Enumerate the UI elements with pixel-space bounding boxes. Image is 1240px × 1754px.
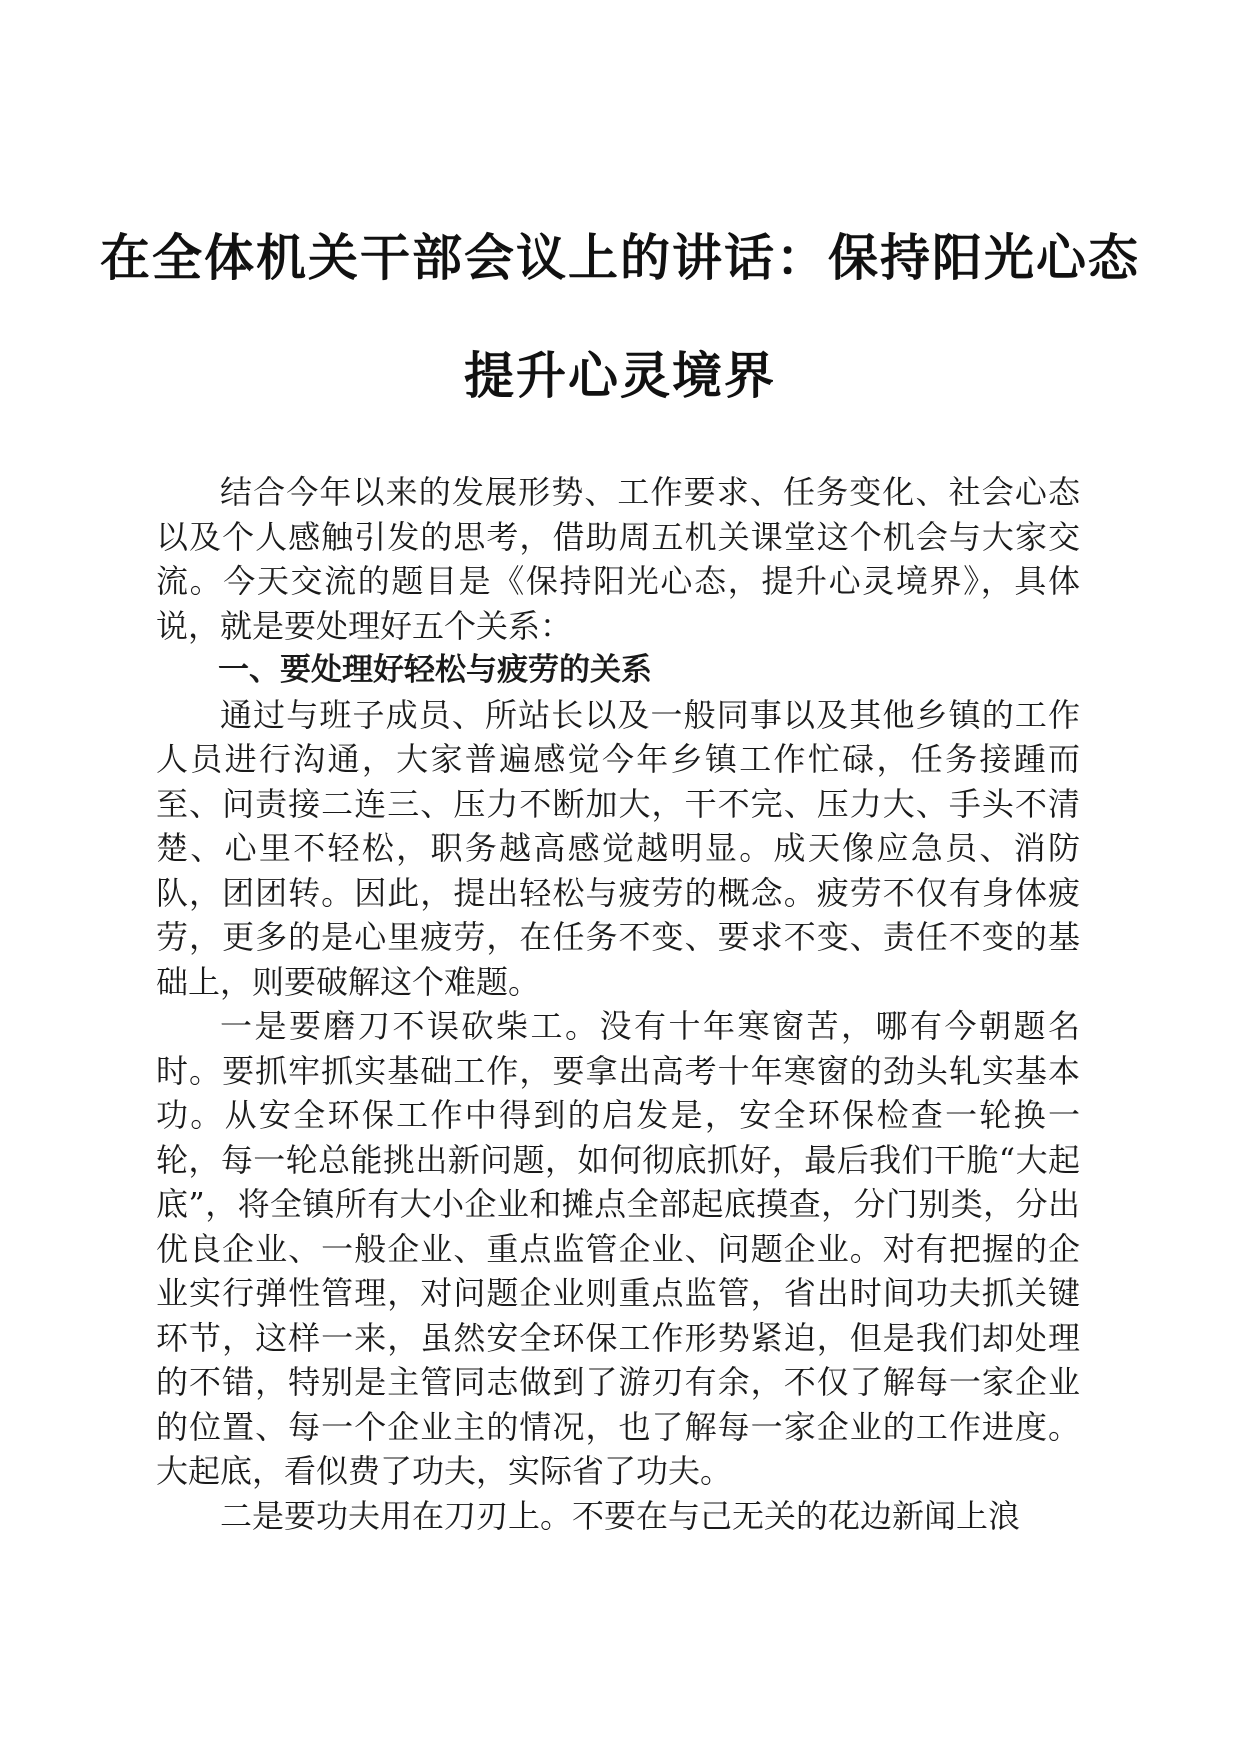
document-title-line-1: 在全体机关干部会议上的讲话：保持阳光心态 (100, 228, 1140, 287)
body-paragraph: 一是要磨刀不误砍柴工。没有十年寒窗苦，哪有今朝题名时。要抓牢抓实基础工作，要拿出高考十年寒窗的劲头轧实基本功。从安全环保工作中得到的启发是，安全环保检查一轮换一轮，每一轮总能挑出新问题，如何彻底抓好，最后我们干脆“大起底”，将全镇所有大小企业和摊点全部起底摸查，分门别类，分出优良企业、一般企业、重点监管企业、问题企业。对有把握的企业实行弹性管理，对问题企业则重点监管，省出时间功夫抓关键环节，这样一来，虽然安全环保工作形势紧迫，但是我们却处理的不错，特别是主管同志做到了游刃有余，不仅了解每一家企业的位置、每一个企业主的情况，也了解每一家企业的工作进度。大起底，看似费了功夫，实际省了功夫。 (156, 1007, 1080, 1490)
body-paragraph: 二是要功夫用在刀刃上。不要在与己无关的花边新闻上浪 (220, 1496, 1021, 1535)
document-body (156, 470, 1080, 1538)
intro-paragraph: 结合今年以来的发展形势、工作要求、任务变化、社会心态以及个人感触引发的思考，借助周五机关课堂这个机会与大家交流。今天交流的题目是《保持阳光心态，提升心灵境界》，具体说，就是要处理好五个关系： (156, 473, 1080, 645)
section-heading: 一、要处理好轻松与疲劳的关系 (218, 652, 652, 688)
document-title-line-2: 提升心灵境界 (464, 346, 776, 405)
body-paragraph: 通过与班子成员、所站长以及一般同事以及其他乡镇的工作人员进行沟通，大家普遍感觉今年乡镇工作忙碌，任务接踵而至、问责接二连三、压力不断加大，干不完、压力大、手头不清楚、心里不轻松，职务越高感觉越明显。成天像应急员、消防队，团团转。因此，提出轻松与疲劳的概念。疲劳不仅有身体疲劳，更多的是心里疲劳，在任务不变、要求不变、责任不变的基础上，则要破解这个难题。 (156, 695, 1080, 1001)
